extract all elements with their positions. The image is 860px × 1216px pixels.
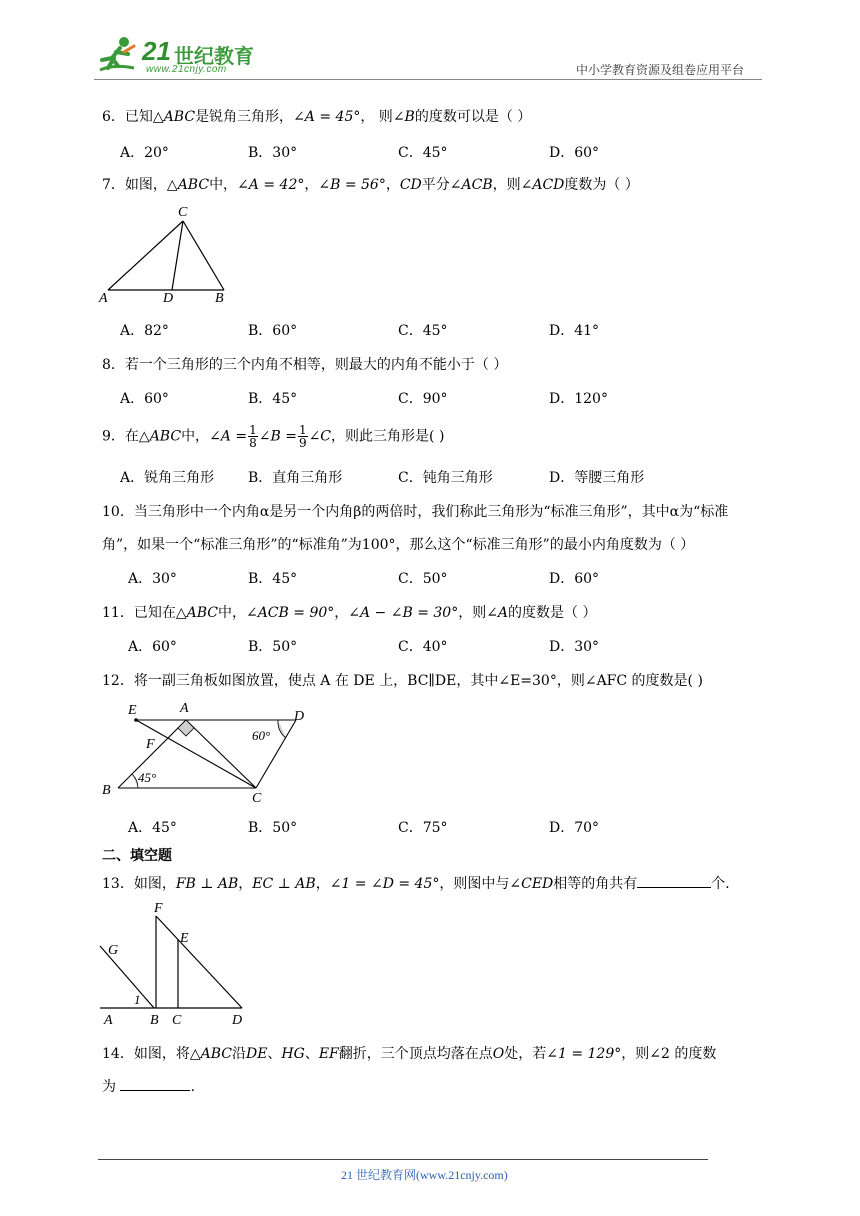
- option-d[interactable]: D．60°: [549, 571, 600, 587]
- label-b: B: [150, 1013, 159, 1028]
- option-d[interactable]: D．60°: [549, 145, 600, 161]
- label-a: A: [180, 701, 189, 716]
- label-e: E: [180, 931, 189, 946]
- option-b[interactable]: B．直角三角形: [248, 470, 343, 486]
- label-60-degrees: 60°: [252, 728, 271, 743]
- label-f: F: [154, 901, 163, 916]
- label-b: B: [215, 291, 224, 306]
- label-45-degrees: 45°: [138, 770, 157, 785]
- label-c: C: [172, 1013, 182, 1028]
- option-c[interactable]: C．钝角三角形: [398, 470, 493, 486]
- option-d[interactable]: D．等腰三角形: [549, 470, 645, 486]
- option-b[interactable]: B．45°: [248, 571, 298, 587]
- option-a[interactable]: A．82°: [120, 323, 169, 339]
- figure-q12-set-squares: [96, 698, 316, 806]
- runner-logo-icon: [94, 34, 140, 76]
- question-10-line1: 10．当三角形中一个内角α是另一个内角β的两倍时，我们称此三角形为“标准三角形”，其中α为“标准: [102, 504, 729, 520]
- question-10-line2: 角”，如果一个“标准三角形”的“标准角”为100°，那么这个“标准三角形”的最小内角度数为（ ）: [102, 537, 695, 553]
- label-c: C: [178, 205, 188, 220]
- label-e: E: [128, 703, 137, 718]
- option-a[interactable]: A．60°: [128, 639, 177, 655]
- fraction-one-ninth: $\frac{1}{9}$: [298, 423, 307, 450]
- option-c[interactable]: C．90°: [398, 391, 448, 407]
- logo-number: 21: [142, 36, 171, 66]
- figure-q13: [96, 898, 256, 1030]
- answer-blank[interactable]: [120, 1076, 190, 1091]
- option-c[interactable]: C．75°: [398, 820, 448, 836]
- label-g: G: [108, 943, 119, 958]
- option-c[interactable]: C．45°: [398, 145, 448, 161]
- label-a: A: [104, 1013, 113, 1028]
- label-angle-1: 1: [134, 992, 141, 1007]
- option-a[interactable]: A．20°: [120, 145, 169, 161]
- option-a[interactable]: A．30°: [128, 571, 177, 587]
- option-c[interactable]: C．50°: [398, 571, 448, 587]
- platform-name: 中小学教育资源及组卷应用平台: [576, 63, 745, 77]
- header-divider: [94, 79, 762, 80]
- option-b[interactable]: B．60°: [248, 323, 298, 339]
- logo-text: 世纪教育: [174, 46, 254, 68]
- option-d[interactable]: D．30°: [549, 639, 600, 655]
- question-6: 6．已知△ABC是锐角三角形，∠A = 45°， 则∠B的度数可以是（ ）: [102, 109, 532, 125]
- option-b[interactable]: B．30°: [248, 145, 298, 161]
- label-b: B: [102, 783, 111, 798]
- figure-q7-triangle: [96, 200, 236, 308]
- answer-blank[interactable]: [637, 873, 711, 888]
- question-7: 7．如图，△ABC中，∠A = 42°，∠B = 56°，CD平分∠ACB，则∠ACD度数为（ ）: [102, 177, 639, 193]
- footer-text: 21 世纪教育网(www.21cnjy.com): [341, 1168, 508, 1182]
- option-a[interactable]: A．45°: [128, 820, 177, 836]
- fraction-one-eighth: $\frac{1}{8}$: [249, 423, 257, 450]
- label-d: D: [163, 291, 174, 306]
- question-13: 13．如图，FB ⊥ AB，EC ⊥ AB，∠1 = ∠D = 45°，则图中与∠CED相等的角共有 个．: [102, 873, 739, 893]
- question-14-line1: 14．如图，将△ABC沿DE、HG、EF翻折，三个顶点均落在点O处，若∠1 = 129°，则∠2 的度数: [102, 1046, 717, 1062]
- section-heading-fill-in: 二、填空题: [102, 848, 172, 864]
- label-c: C: [252, 791, 262, 806]
- question-12: 12．将一副三角板如图放置，使点 A 在 DE 上，BC∥DE，其中∠E=30°，则∠AFC 的度数是( ): [102, 673, 703, 689]
- label-d: D: [294, 709, 305, 724]
- footer-divider: [98, 1159, 708, 1160]
- option-b[interactable]: B．50°: [248, 639, 298, 655]
- option-c[interactable]: C．45°: [398, 323, 448, 339]
- question-14-line2: 为 .: [102, 1076, 195, 1096]
- option-d[interactable]: D．41°: [549, 323, 600, 339]
- option-b[interactable]: B．45°: [248, 391, 298, 407]
- option-a[interactable]: A．锐角三角形: [120, 470, 215, 486]
- question-9: 9．在△ABC中，∠A = $\frac{1}{8}$ ∠B = $\frac{1}{9}$ ∠C，则此三角形是( ): [102, 423, 445, 450]
- logo-url: www.21cnjy.com: [146, 64, 227, 75]
- label-d: D: [232, 1013, 243, 1028]
- label-f: F: [146, 737, 155, 752]
- option-d[interactable]: D．120°: [549, 391, 608, 407]
- option-c[interactable]: C．40°: [398, 639, 448, 655]
- option-a[interactable]: A．60°: [120, 391, 169, 407]
- label-a: A: [99, 291, 108, 306]
- question-11: 11．已知在△ABC中，∠ACB = 90°，∠A − ∠B = 30°，则∠A的度数是（ ）: [102, 605, 597, 621]
- option-b[interactable]: B．50°: [248, 820, 298, 836]
- question-8: 8．若一个三角形的三个内角不相等，则最大的内角不能小于（ ）: [102, 357, 508, 373]
- option-d[interactable]: D．70°: [549, 820, 600, 836]
